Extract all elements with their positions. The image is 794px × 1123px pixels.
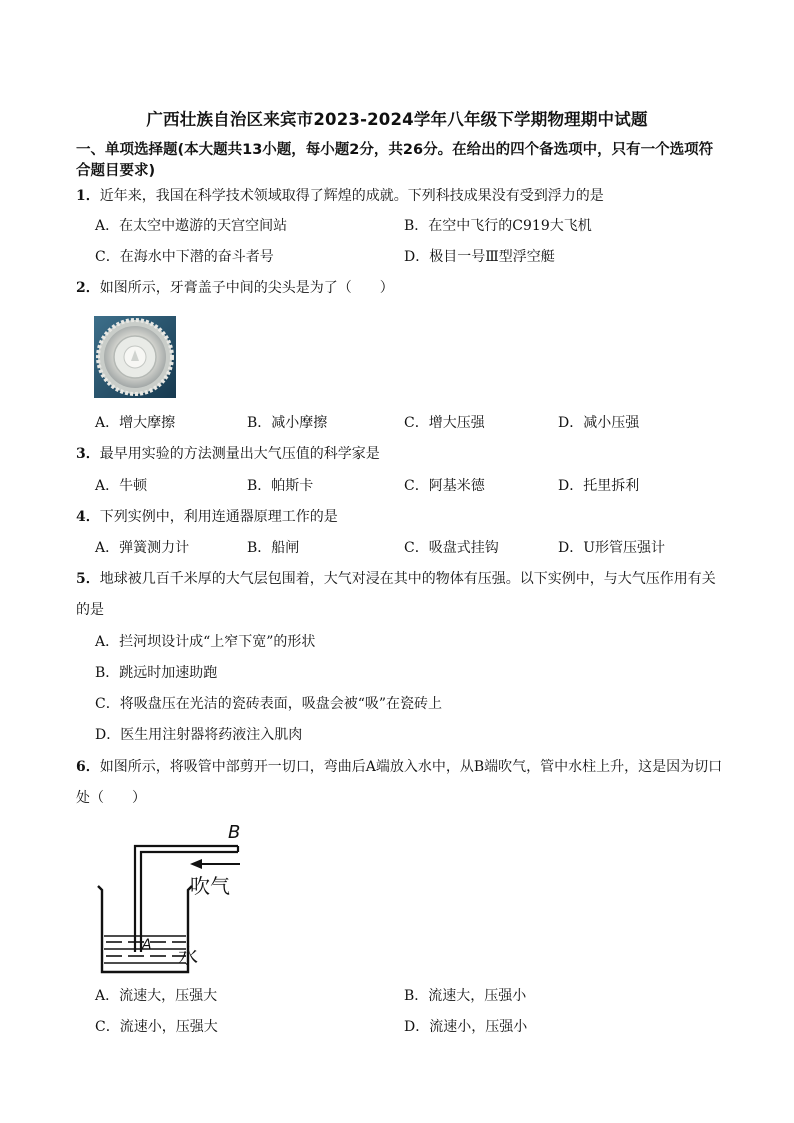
question-text: 地球被几百千米厚的大气层包围着，大气对浸在其中的物体有压强。以下实例中，与大气压作用有关的是 bbox=[76, 571, 716, 618]
question-text: 如图所示，牙膏盖子中间的尖头是为了（ ） bbox=[99, 280, 394, 296]
option-5c[interactable]: C．将吸盘压在光洁的瓷砖表面，吸盘会被“吸”在瓷砖上 bbox=[95, 696, 443, 712]
question-number: 6． bbox=[76, 759, 100, 775]
question-3 bbox=[76, 439, 726, 470]
option-2d[interactable]: D．减小压强 bbox=[558, 415, 640, 431]
option-4a[interactable]: A．弹簧测力计 bbox=[95, 540, 190, 556]
option-5b[interactable]: B．跳远时加速助跑 bbox=[95, 665, 218, 681]
straw-vertical bbox=[135, 852, 141, 952]
question-text: 如图所示，将吸管中部剪开一切口，弯曲后A端放入水中，从B端吹气，管中水柱上升，这是因为切口处（ ） bbox=[76, 759, 723, 806]
label-blow: 吹气 bbox=[190, 874, 230, 898]
option-6a[interactable]: A．流速大，压强大 bbox=[95, 988, 218, 1004]
option-3b[interactable]: B．帕斯卡 bbox=[247, 478, 314, 494]
option-3a[interactable]: A．牛顿 bbox=[95, 478, 148, 494]
question-number: 2． bbox=[76, 280, 100, 296]
option-4d[interactable]: D．U形管压强计 bbox=[558, 540, 666, 556]
page-title: 广西壮族自治区来宾市2023-2024学年八年级下学期物理期中试题 bbox=[146, 110, 648, 129]
question-4 bbox=[76, 502, 726, 533]
toothpaste-cap-photo bbox=[94, 316, 176, 398]
question-number: 4． bbox=[76, 509, 100, 525]
option-1a[interactable]: A．在太空中遨游的天宫空间站 bbox=[95, 218, 288, 234]
question-1 bbox=[76, 181, 726, 212]
option-6c[interactable]: C．流速小，压强大 bbox=[95, 1019, 218, 1035]
option-2b[interactable]: B．减小摩擦 bbox=[247, 415, 328, 431]
label-a: A bbox=[142, 937, 152, 953]
question-number: 3． bbox=[76, 446, 100, 462]
section-heading: 一、单项选择题(本大题共13小题，每小题2分，共26分。在给出的四个备选项中，只有一个选项符合题目要求) bbox=[76, 142, 714, 179]
blow-arrow-icon bbox=[190, 859, 240, 869]
question-6 bbox=[76, 752, 726, 814]
straw-beaker-diagram bbox=[92, 818, 252, 978]
option-2a[interactable]: A．增大摩擦 bbox=[95, 415, 176, 431]
question-number: 5． bbox=[76, 571, 100, 587]
question-text: 近年来，我国在科学技术领域取得了辉煌的成就。下列科技成果没有受到浮力的是 bbox=[99, 188, 604, 204]
option-6d[interactable]: D．流速小，压强小 bbox=[404, 1019, 528, 1035]
option-3d[interactable]: D．托里拆利 bbox=[558, 478, 640, 494]
label-b: B bbox=[228, 822, 241, 843]
question-2 bbox=[76, 273, 726, 304]
option-2c[interactable]: C．增大压强 bbox=[404, 415, 485, 431]
option-6b[interactable]: B．流速大，压强小 bbox=[404, 988, 527, 1004]
option-3c[interactable]: C．阿基米德 bbox=[404, 478, 485, 494]
option-4c[interactable]: C．吸盘式挂钩 bbox=[404, 540, 499, 556]
option-1c[interactable]: C．在海水中下潜的奋斗者号 bbox=[95, 249, 274, 265]
straw-horizontal bbox=[135, 846, 238, 858]
option-1b[interactable]: B．在空中飞行的C919大飞机 bbox=[404, 218, 592, 234]
question-text: 下列实例中，利用连通器原理工作的是 bbox=[99, 509, 338, 525]
label-water: 水 bbox=[178, 944, 198, 968]
option-1d[interactable]: D．极目一号Ⅲ型浮空艇 bbox=[404, 249, 555, 265]
question-number: 1． bbox=[76, 188, 100, 204]
question-text: 最早用实验的方法测量出大气压值的科学家是 bbox=[99, 446, 380, 462]
option-5a[interactable]: A．拦河坝设计成“上窄下宽”的形状 bbox=[95, 634, 316, 650]
option-5d[interactable]: D．医生用注射器将药液注入肌肉 bbox=[95, 727, 303, 743]
question-5 bbox=[76, 564, 726, 626]
option-4b[interactable]: B．船闸 bbox=[247, 540, 300, 556]
